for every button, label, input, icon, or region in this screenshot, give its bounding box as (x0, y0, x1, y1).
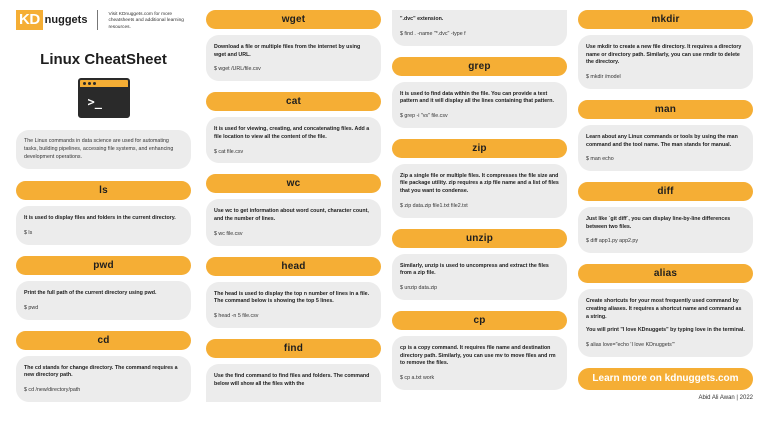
command-example: $ cd /new/directory/path (24, 386, 81, 393)
command-example: $ pwd (24, 304, 39, 311)
command-title-ls: ls (16, 181, 191, 200)
command-title-wc: wc (206, 174, 381, 193)
author-credit: Abid Ali Awan | 2022 (698, 394, 753, 401)
command-desc: Create shortcuts for your most frequently used command by creating aliases. It requires a shortcut name and command as a string. (586, 298, 742, 320)
command-desc: Zip a single file or multiple files. It compresses the file size and file package utility. zip requires a zip file name and a list of files that you want to condense. (400, 172, 559, 195)
section-diff (578, 182, 753, 253)
command-title-grep: grep (392, 57, 567, 76)
section-head (206, 257, 381, 328)
command-example: $ unzip data.zip (400, 285, 438, 291)
command-card-ls (16, 206, 191, 245)
command-desc: cp is a copy command. It requires file name and destination directory path. Similarly, you can use mv to move files and rm to remove the files. (400, 344, 556, 367)
column-4 (578, 10, 753, 401)
command-desc: Use wc to get information about word count, character count, and the number of lines. (214, 208, 369, 223)
command-title-find: find (206, 339, 381, 358)
command-desc: Use the find command to find files and folders. The command below will show all the files with the (214, 372, 370, 387)
section-find-continued (392, 10, 567, 46)
command-example: $ zip data.zip file1.txt file2.txt (400, 202, 468, 209)
command-title-mkdir: mkdir (578, 10, 753, 29)
command-card-pwd (16, 281, 191, 320)
command-desc: The cd stands for change directory. The command requires a new directory path. (24, 364, 178, 379)
command-example: $ alias love="echo 'I love KDnuggets'" (586, 342, 675, 349)
command-title-unzip: unzip (392, 229, 567, 248)
command-example: $ wc file.csv (214, 230, 243, 237)
command-title-pwd: pwd (16, 256, 191, 275)
command-card-cd (16, 356, 191, 402)
command-example: $ cp a.txt work (400, 374, 435, 381)
command-desc: It is used to display files and folders in the current directory. (24, 215, 176, 222)
section-cat (206, 92, 381, 163)
intro-text: The Linux commands in data science are used for automating tasks, building pipelines, accessing file systems, and enhancing development operations. (16, 130, 191, 169)
kdnuggets-logo[interactable] (16, 10, 87, 30)
command-desc: It is used to find data within the file. You can provide a text pattern and it will display all the lines containing that pattern. (400, 90, 554, 105)
command-card-cat (206, 117, 381, 163)
header-divider (97, 10, 98, 30)
command-card-wc (206, 199, 381, 245)
command-title-alias: alias (578, 264, 753, 283)
section-man (578, 100, 753, 171)
command-desc: Just like `git diff`, you can display line-by-line differences between two files. (586, 216, 731, 230)
header-row (16, 10, 191, 31)
section-pwd (16, 256, 191, 320)
command-title-diff: diff (578, 182, 753, 201)
command-example: $ grep -i "vs" file.csv (400, 112, 448, 119)
command-desc: Use mkdir to create a new file directory. It requires a directory name or directory path. Similarly, you can use rmdir to delete the directory. (586, 44, 742, 66)
command-title-cat: cat (206, 92, 381, 111)
command-card-cp (392, 336, 567, 390)
command-title-head: head (206, 257, 381, 276)
command-card-alias (578, 289, 753, 357)
section-zip (392, 139, 567, 218)
command-card-wget (206, 35, 381, 81)
logo-text: nuggets (44, 14, 88, 26)
section-find (206, 339, 381, 402)
section-ls (16, 181, 191, 245)
command-example: $ man echo (586, 156, 614, 163)
section-cp (392, 311, 567, 390)
command-desc: Print the full path of the current directory using pwd. (24, 289, 157, 296)
command-desc: Download a file or multiple files from the internet by using wget and URL. (214, 44, 361, 58)
command-title-cd: cd (16, 331, 191, 350)
terminal-prompt: >_ (87, 94, 102, 109)
terminal-titlebar (80, 80, 128, 87)
command-card-unzip (392, 254, 567, 300)
logo-mark: KD (16, 10, 43, 30)
command-example: $ head -n 5 file.csv (214, 313, 259, 319)
command-example: $ wget /URL/file.csv (214, 66, 261, 73)
command-desc: It is used for viewing, creating, and concatenating files. Add a file location to view all the content of the file. (214, 126, 370, 140)
command-desc: The head is used to display the top n number of lines in a file. The command below is showing the top 5 lines. (214, 290, 370, 305)
command-title-man: man (578, 100, 753, 119)
command-desc: ".dvc" extension. (400, 16, 444, 22)
command-title-zip: zip (392, 139, 567, 158)
command-card-grep (392, 82, 567, 128)
column-2 (206, 10, 381, 413)
column-1 (16, 10, 191, 413)
command-desc: Learn about any Linux commands or tools by using the man command and the tool name. The man stands for manual. (586, 133, 738, 148)
section-wget (206, 10, 381, 81)
learn-more-button[interactable]: Learn more on kdnuggets.com (578, 368, 753, 390)
tagline: Visit KDnuggets.com for more cheatsheets and additional learning resources. (108, 12, 184, 30)
section-grep (392, 57, 567, 128)
command-card-head (206, 282, 381, 328)
command-desc-extra: You will print "I love KDnuggets" by typing love in the terminal. (586, 327, 745, 334)
section-mkdir (578, 10, 753, 89)
command-card-find-continued (392, 10, 567, 46)
section-wc (206, 174, 381, 245)
section-unzip (392, 229, 567, 300)
command-card-diff (578, 207, 753, 253)
command-card-find (206, 364, 381, 402)
command-example: $ cat file.csv (214, 148, 244, 155)
command-example: $ diff app1.py app2.py (586, 238, 639, 245)
command-card-zip (392, 164, 567, 218)
command-card-mkdir (578, 35, 753, 89)
column-3 (392, 10, 567, 401)
section-alias (578, 264, 753, 357)
command-title-wget: wget (206, 10, 381, 29)
page-title: Linux CheatSheet (40, 51, 167, 69)
command-title-cp: cp (392, 311, 567, 330)
command-example: $ mkdir /model (586, 74, 621, 81)
section-cd (16, 331, 191, 402)
command-example: $ find . -name "*.dvc" -type f (400, 30, 466, 37)
command-desc: Similarly, unzip is used to uncompress and extract the files from a zip file. (400, 262, 549, 277)
command-example: $ ls (24, 230, 33, 237)
terminal-icon (78, 78, 130, 118)
command-card-man (578, 125, 753, 171)
